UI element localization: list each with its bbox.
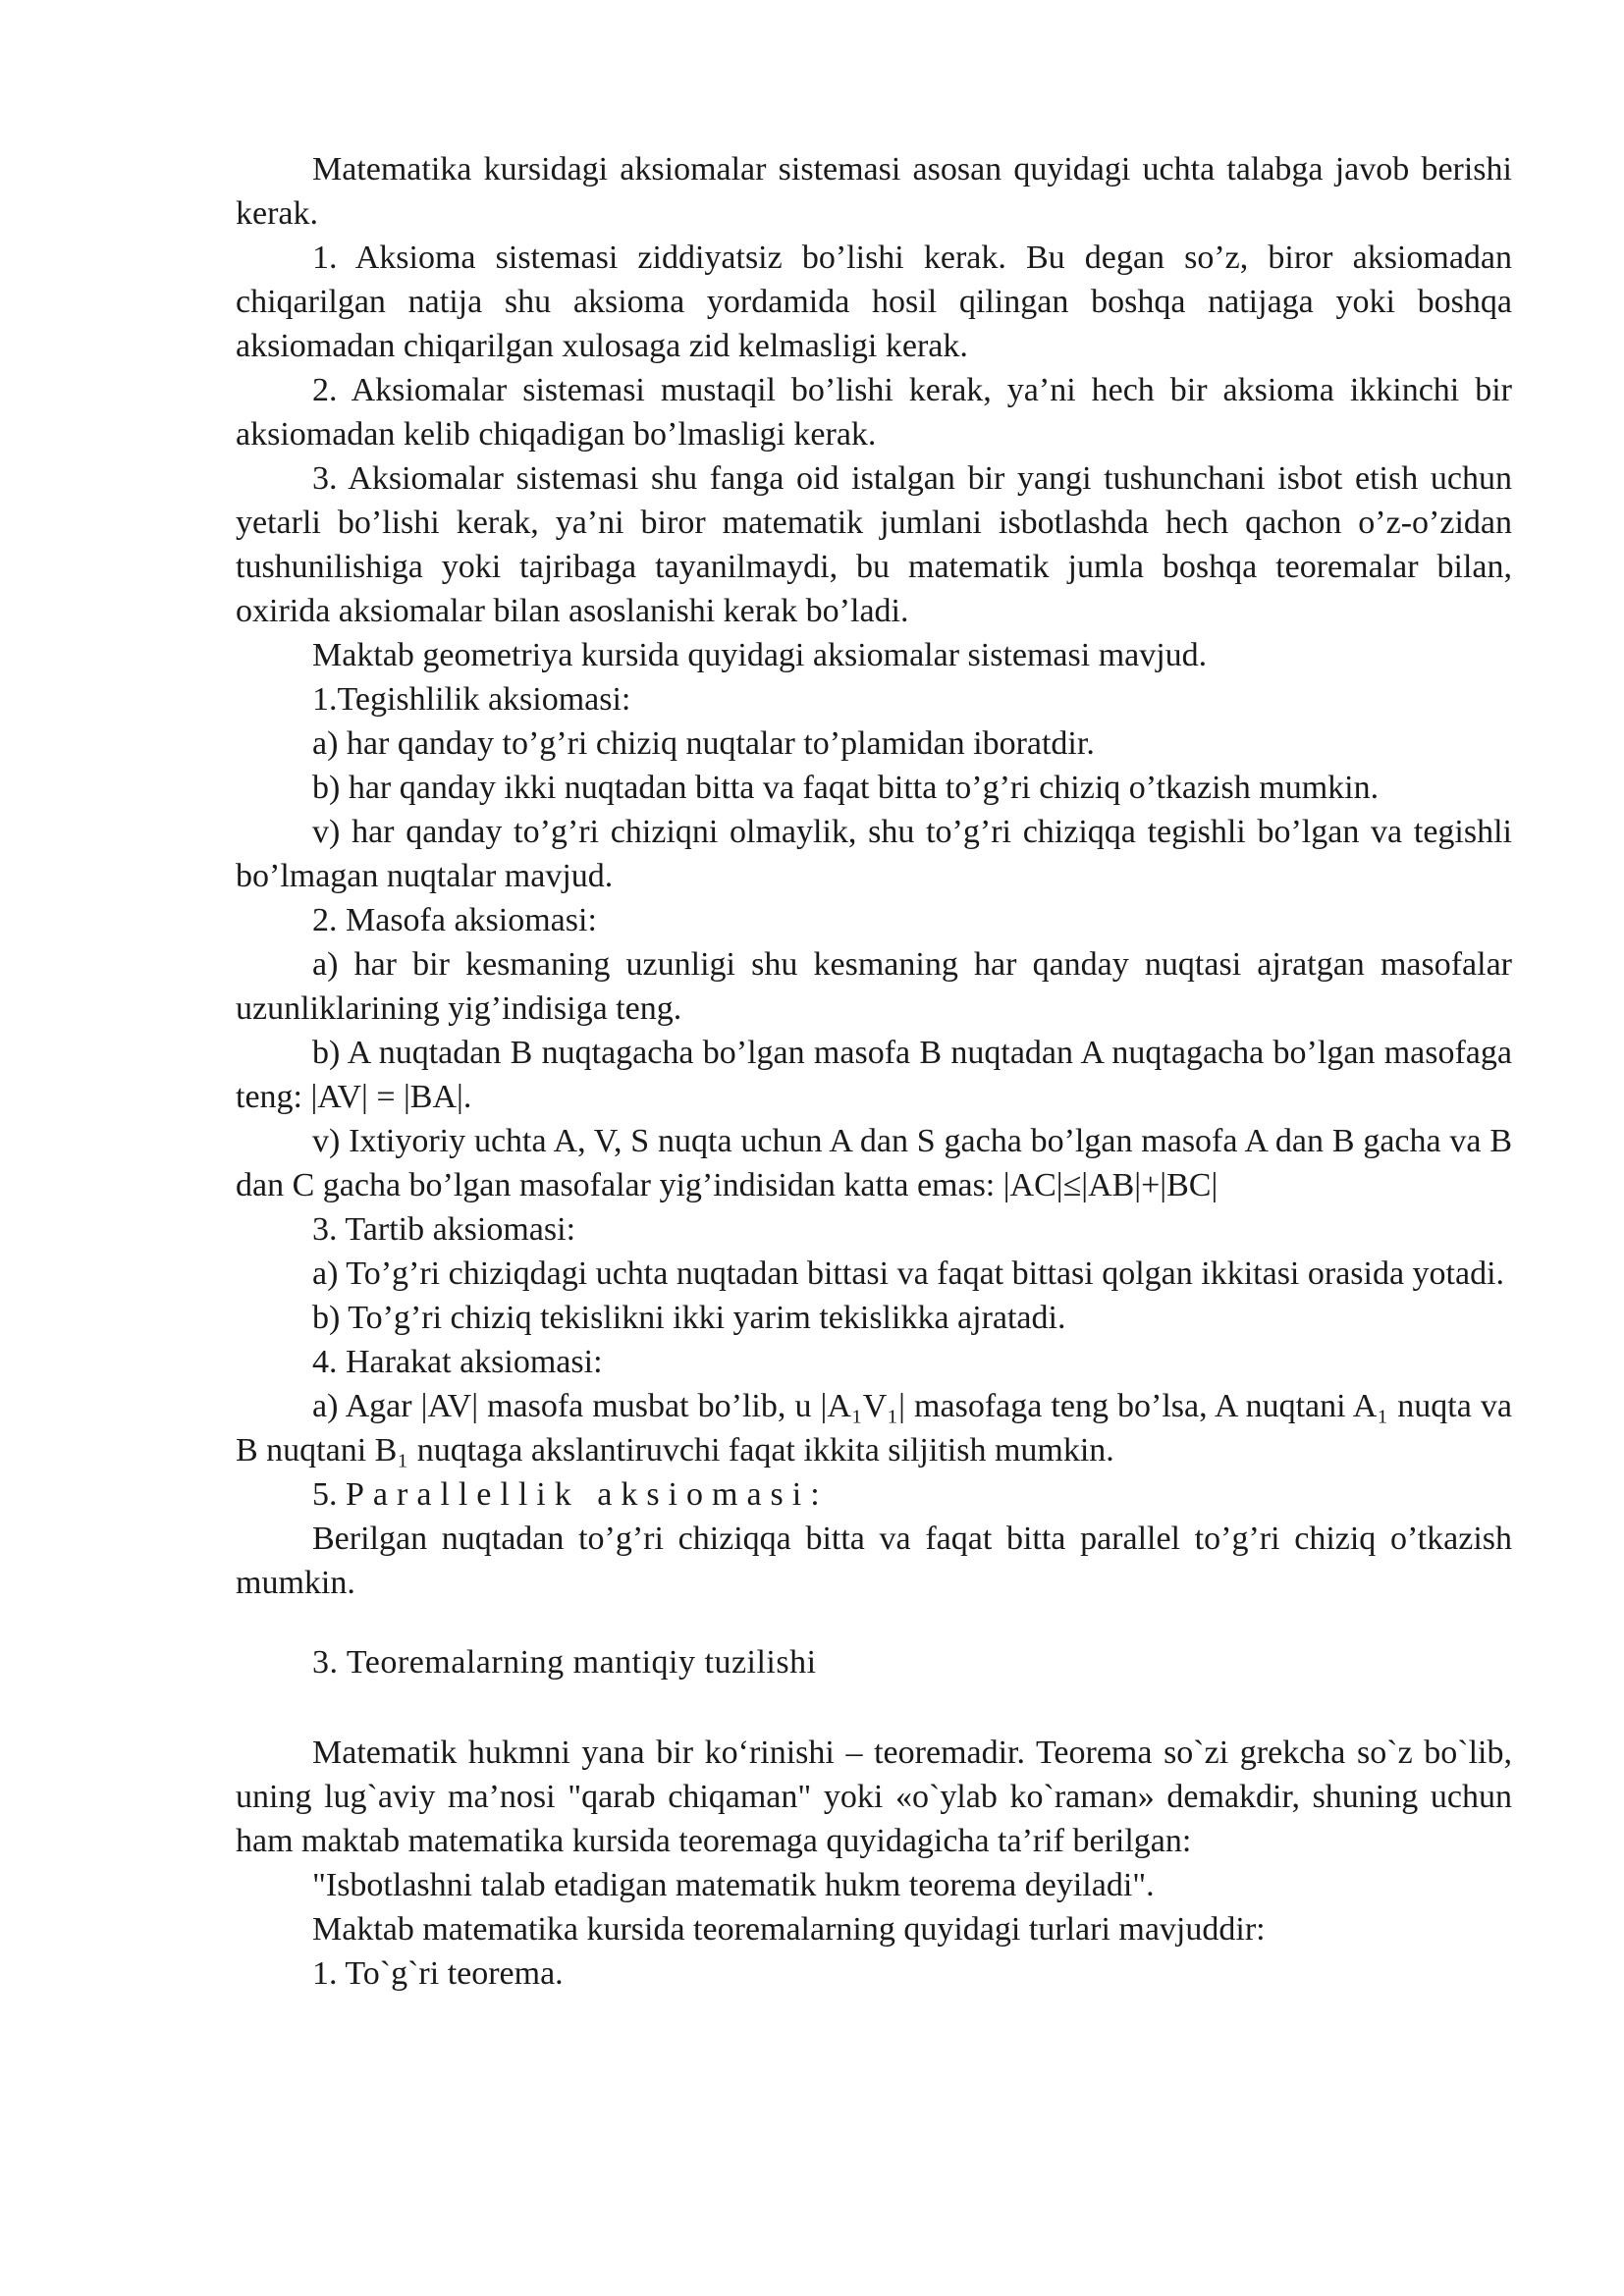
paragraph-distance-v: v) Ixtiyoriy uchta A, V, S nuqta uchun A dan S gacha bo’lgan masofa A dan B gacha va B dan C gacha bo’lgan masofalar yig’indisidan katta emas: |AC|≤|AB|+|BC| (236, 1123, 1512, 1203)
paragraph-motion-title: 4. Harakat aksiomasi: (312, 1344, 603, 1380)
parallel-axiom-title: Parallellik aksiomasi (346, 1476, 811, 1513)
paragraph-theorem-intro: Matematik hukmni yana bir ko‘rinishi – teoremadir. Teorema so`zi grekcha so`z bo`lib, uning lug`aviy ma’nosi "qarab chiqaman" yoki «o`ylab ko`raman» demakdir, shuning uchun ham maktab matematika kursida teoremaga quyidagicha ta’rif berilgan: (236, 1735, 1512, 1859)
section-heading: 3. Teoremalarning mantiqiy tuzilishi (312, 1644, 817, 1681)
paragraph-parallel-title (236, 1472, 1512, 1517)
document-page (236, 147, 1512, 1996)
paragraph-order-b: b) To’g’ri chiziq tekislikni ikki yarim tekislikka ajratadi. (312, 1300, 1066, 1336)
paragraph-intro: Matematika kursidagi aksiomalar sistemasi asosan quyidagi uchta talabga javob berishi kerak. (236, 151, 1512, 232)
paragraph-distance-a: a) har bir kesmaning uzunligi shu kesmaning har qanday nuqtasi ajratgan masofalar uzunliklarining yig’indisiga teng. (236, 946, 1512, 1027)
paragraph-requirement-1: 1. Aksioma sistemasi ziddiyatsiz bo’lishi kerak. Bu degan so’z, biror aksiomadan chiqarilgan natija shu aksioma yordamida hosil qilingan boshqa natijaga yoki boshqa aksiomadan chiqarilgan xulosaga zid kelmasligi kerak. (236, 240, 1512, 364)
paragraph-order-title: 3. Tartib aksiomasi: (312, 1211, 576, 1248)
paragraph-order-a: a) To’g’ri chiziqdagi uchta nuqtadan bittasi va faqat bittasi qolgan ikkitasi orasida yotadi. (312, 1255, 1505, 1292)
paragraph-incidence-title: 1.Tegishlilik aksiomasi: (312, 681, 631, 718)
parallel-axiom-number: 5. (312, 1476, 338, 1513)
paragraph-theorem-definition: "Isbotlashni talab etadigan matematik hukm teorema deyiladi". (312, 1867, 1155, 1903)
paragraph-theorem-type-1: 1. To`g`ri teorema. (312, 1955, 564, 1992)
paragraph-requirement-3: 3. Aksiomalar sistemasi shu fanga oid istalgan bir yangi tushunchani isbot etish uchun yetarli bo’lishi kerak, ya’ni biror matematik jumlani isbotlashda hech qachon o’z-o’zidan tushunilishiga yoki tajribaga tayanilmaydi, bu matematik jumla boshqa teoremalar bilan, oxirida aksiomalar bilan asoslanishi kerak bo’ladi. (236, 460, 1512, 629)
paragraph-incidence-b: b) har qanday ikki nuqtadan bitta va faqat bitta to’g’ri chiziq o’tkazish mumkin. (312, 770, 1380, 806)
paragraph-motion-a: a) Agar |AV| masofa musbat bo’lib, u |A₁V₁| masofaga teng bo’lsa, A nuqtani A₁ nuqta va B nuqtani B₁ nuqtaga akslantiruvchi faqat ikkita siljitish mumkin. (236, 1388, 1512, 1468)
paragraph-distance-b: b) A nuqtadan B nuqtagacha bo’lgan masofa B nuqtadan A nuqtagacha bo’lgan masofaga teng: |AV| = |BA|. (236, 1035, 1512, 1115)
paragraph-axiom-system: Maktab geometriya kursida quyidagi aksiomalar sistemasi mavjud. (312, 637, 1208, 673)
paragraph-incidence-v: v) har qanday to’g’ri chiziqni olmaylik, shu to’g’ri chiziqqa tegishli bo’lgan va tegishli bo’lmagan nuqtalar mavjud. (236, 814, 1512, 894)
paragraph-requirement-2: 2. Aksiomalar sistemasi mustaqil bo’lishi kerak, ya’ni hech bir aksioma ikkinchi bir aksiomadan kelib chiqadigan bo’lmasligi kerak. (236, 372, 1512, 453)
paragraph-distance-title: 2. Masofa aksiomasi: (312, 902, 597, 938)
parallel-axiom-colon: : (810, 1476, 820, 1513)
paragraph-parallel-text: Berilgan nuqtadan to’g’ri chiziqqa bitta va faqat bitta parallel to’g’ri chiziq o’tkazish mumkin. (236, 1521, 1512, 1601)
paragraph-theorem-types: Maktab matematika kursida teoremalarning quyidagi turlari mavjuddir: (312, 1911, 1266, 1948)
paragraph-incidence-a: a) har qanday to’g’ri chiziq nuqtalar to’plamidan iboratdir. (312, 725, 1095, 762)
